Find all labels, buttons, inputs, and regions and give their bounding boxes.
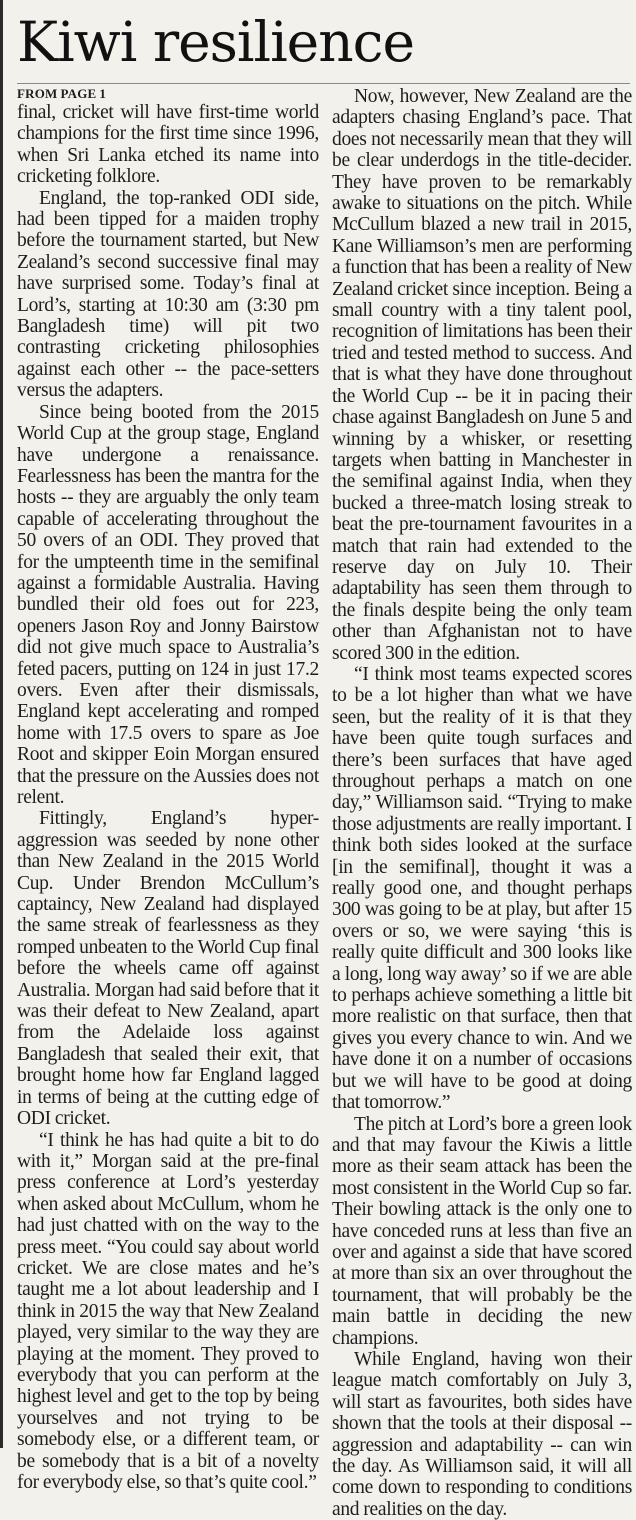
- article-column-right: [332, 86, 632, 1520]
- paragraph: Since being booted from the 2015 World Cup at the group stage, England have undergone a renaissance. Fearlessness has been the mantra for the hosts -- they are arguably the only team capable of accelerating throughout the 50 overs of an ODI. They proved that for the umpteenth time in the semifinal against a formidable Australia. Having bundled their old foes out for 223, openers Jason Roy and Jonny Bairstow did not give much space to Australia’s feted pacers, putting on 124 in just 17.2 overs. Even after their dismissals, England kept accelerating and romped home with 17.5 overs to spare as Joe Root and skipper Eoin Morgan ensured that the pressure on the Aussies does not relent.: [17, 401, 319, 808]
- paragraph: final, cricket will have first-time world champions for the first time since 1996, when Sri Lanka etched its name into cricketing folklore.: [17, 102, 319, 188]
- paragraph: England, the top-ranked ODI side, had been tipped for a maiden trophy before the tournament started, but New Zealand’s second successive final may have surprised some. Today’s final at Lord’s, starting at 10:30 am (3:30 pm Bangladesh time) will pit two contrasting cricketing philosophies against each other -- the pace-setters versus the adapters.: [17, 187, 319, 402]
- paragraph: “I think he has had quite a bit to do with it,” Morgan said at the pre-final press conference at Lord’s yesterday when asked about McCullum, whom he had just chatted with on the way to the press meet. “You could say about world cricket. We are close mates and he’s taught me a lot about leadership and I think in 2015 the way that New Zealand played, very similar to the way they are playing at the moment. They proved to everybody that you can perform at the highest level and get to the top by being yourselves and not trying to be somebody else, or a different team, or be somebody that is a bit of a novelty for everybody else, so that’s quite cool.”: [17, 1129, 319, 1493]
- paragraph: Now, however, New Zealand are the adapters chasing England’s pace. That does not necessarily mean that they will be clear underdogs in the title-decider. They have proven to be remarkably awake to situations on the pitch. While McCullum blazed a new trail in 2015, Kane Williamson’s men are performing a function that has been a reality of New Zealand cricket since inception. Being a small country with a tiny talent pool, recognition of limitations has been their tried and tested method to success. And that is what they have done throughout the World Cup -- be it in pacing their chase against Bangladesh on June 5 and winning by a whisker, or resetting targets when batting in Manchester in the semifinal against India, when they bucked a three-match losing streak to beat the pre-tournament favourites in a match that rain had extended to the reserve day on July 10. Their adaptability has seen them through to the finals despite being the only team other than Afghanistan not to have scored 300 in the edition.: [332, 86, 632, 664]
- headline: Kiwi resilience: [17, 10, 414, 74]
- paragraph: “I think most teams expected scores to be a lot higher than what we have seen, but the reality of it is that they have been quite tough surfaces and there’s been surfaces that have aged throughout perhaps a match on one day,” Williamson said. “Trying to make those adjustments are really important. I think both sides looked at the surface [in the semifinal], thought it was a really good one, and thought perhaps 300 was going to be at play, but after 15 overs or so, we were saying ‘this is really quite difficult and 300 looks like a long, long way away’ so if we are able to perhaps achieve something a little bit more realistic on that surface, then that gives you every chance to win. And we have done it on a number of occasions but we will have to be good at doing that tomorrow.”: [332, 663, 632, 1114]
- paragraph: Fittingly, England’s hyper-aggression was seeded by none other than New Zealand in the 2015 World Cup. Under Brendon McCullum’s captaincy, New Zealand had displayed the same streak of fearlessness as they romped unbeaten to the World Cup final before the wheels came off against Australia. Morgan had said before that it was their defeat to New Zealand, apart from the Adelaide loss against Bangladesh that sealed their exit, that brought home how far England lagged in terms of being at the cutting edge of ODI cricket.: [17, 808, 319, 1130]
- headline-rule: [17, 83, 630, 84]
- article-column-left: [17, 86, 319, 1493]
- continuation-kicker: FROM PAGE 1: [17, 86, 107, 101]
- paragraph: While England, having won their league match comfortably on July 3, will start as favourites, both sides have shown that the tools at their disposal -- aggression and adaptability -- can win the day. As Williamson said, it will all come down to responding to conditions and realities on the day.: [332, 1348, 632, 1520]
- paragraph: The pitch at Lord’s bore a green look and that may favour the Kiwis a little more as their seam attack has been the most consistent in the World Cup so far. Their bowling attack is the only one to have conceded runs at less than five an over and against a side that have scored at more than six an over throughout the tournament, that will probably be the main battle in deciding the new champions.: [332, 1113, 632, 1349]
